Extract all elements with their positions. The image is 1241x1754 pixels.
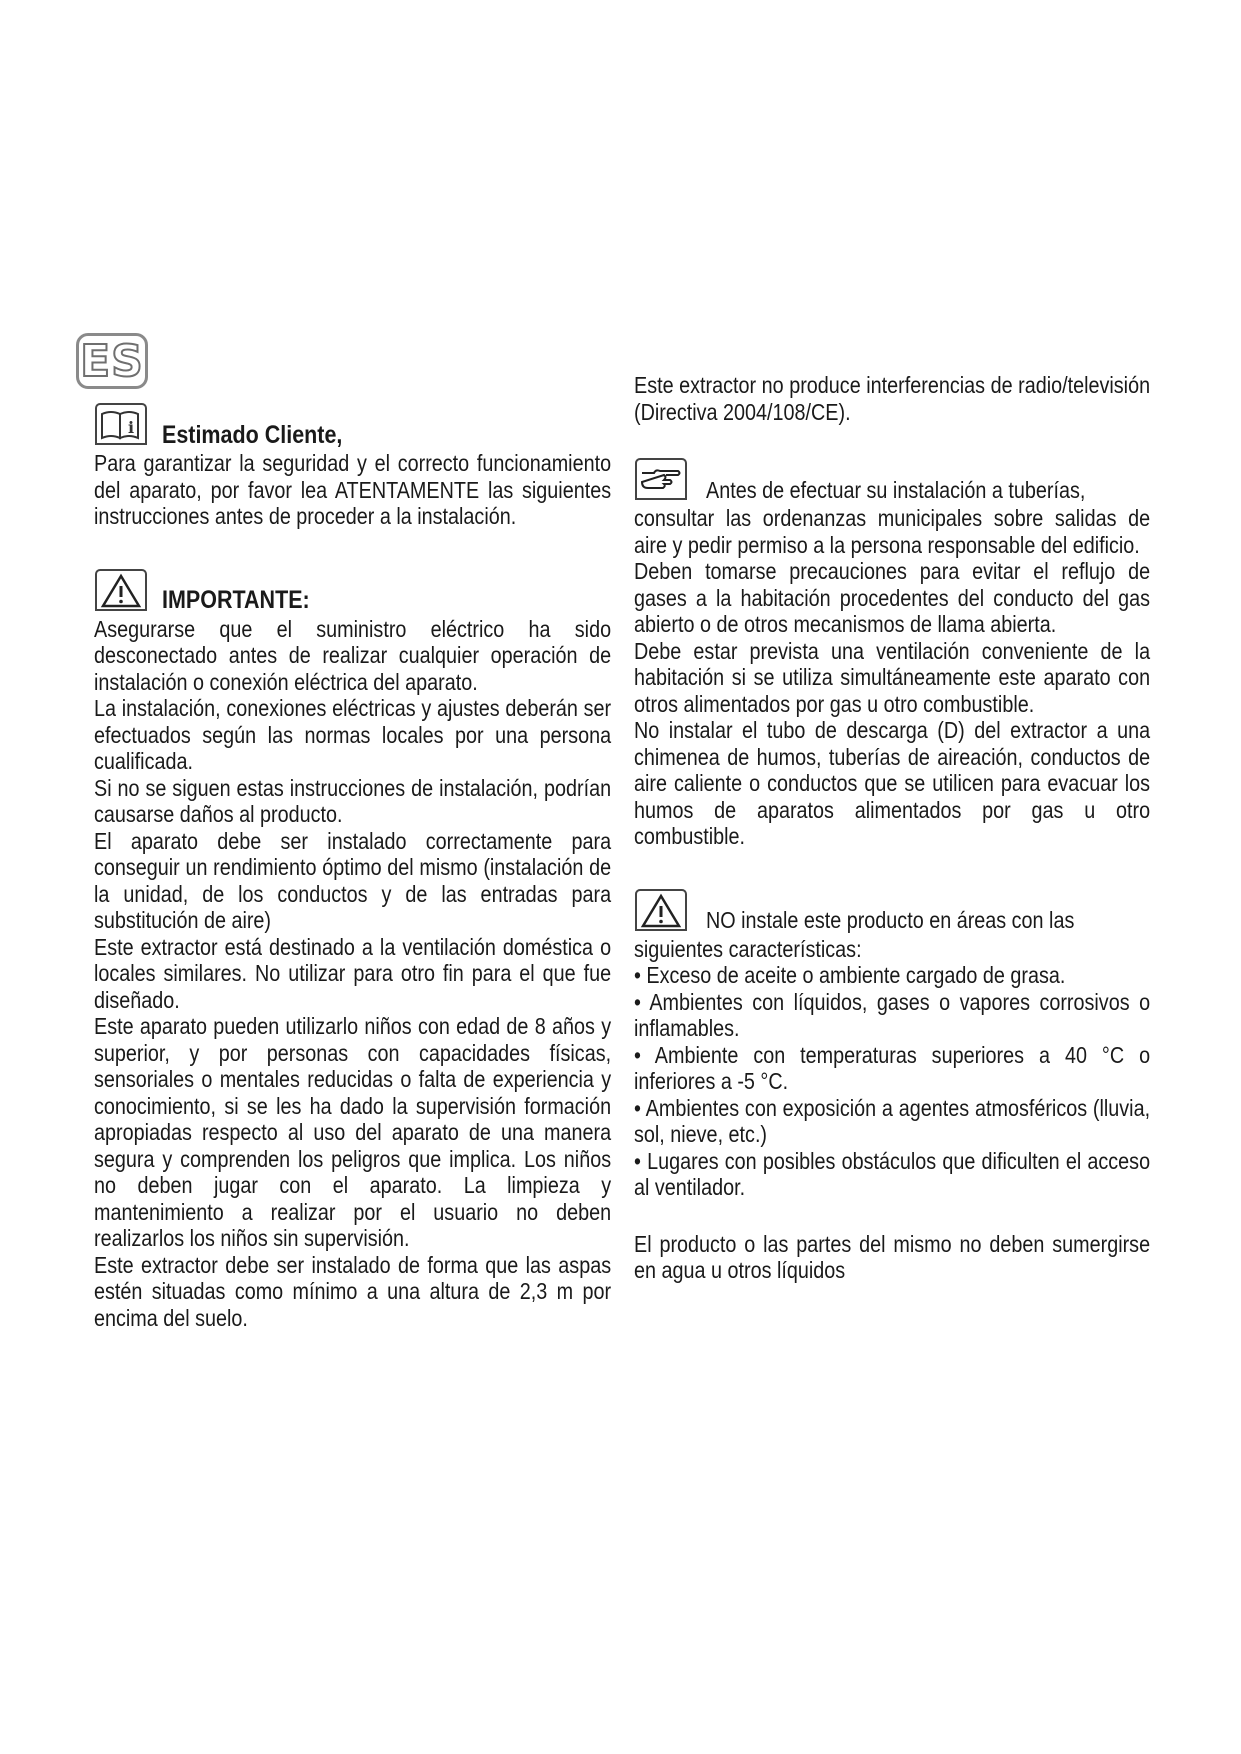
installation-note-text: consultar las ordenanzas municipales sobre salidas de aire y pedir permiso a la persona responsable del edificio. [634,505,1151,558]
installation-paragraph: No instalar el tubo de descarga (D) del extractor a una chimenea de humos, tuberías de aireación, conductos de aire caliente o conductos que se utilicen para evacuar los humos de aparatos alimentados por gas u otro combustible. [634,717,1151,849]
list-item: • Ambientes con líquidos, gases o vapores corrosivos o inflamables. [634,988,1151,1041]
svg-text:i: i [128,418,135,437]
important-paragraph: El aparato debe ser instalado correctamente para conseguir un rendimiento óptimo del mismo (instalación de la unidad, de los conductos y de las entradas para substitución de aire) [94,827,612,933]
areas-warning-heading [634,886,1150,936]
important-paragraph: La instalación, conexiones eléctricas y ajustes deberán ser efectuados según las normas locales por una persona cualificada. [94,695,612,774]
installation-paragraph: Debe estar prevista una ventilación conveniente de la habitación si se utiliza simultáneamente este aparato con otros alimentados por gas u otro combustible. [634,637,1151,717]
important-heading [94,566,611,616]
warning-triangle-icon [94,566,148,616]
areas-warning-lead: NO instale este producto en áreas con las [706,907,1075,933]
important-paragraph: Este aparato pueden utilizarlo niños con edad de 8 años y superior, y por personas con capacidades físicas, sensoriales o mentales reducidas o falta de experiencia y conocimiento, si se les ha dado la supervisión formación apropiadas respecto al uso del aparato de una manera segura y comprenden los peligros que implica. Los niños no deben jugar con el aparato. La limpieza y mantenimiento a realizar por el usuario no deben realizarlos los niños sin supervisión. [94,1013,612,1251]
interference-note: Este extractor no produce interferencias de radio/televisión (Directiva 2004/108/CE). [634,372,1151,425]
important-title: IMPORTANTE: [162,586,310,614]
installation-paragraph: Deben tomarse precauciones para evitar el reflujo de gases a la habitación procedentes del conducto del gas abierto o de otros mecanismos de llama abierta. [634,558,1151,637]
list-item: • Exceso de aceite o ambiente cargado de grasa. [634,962,1066,988]
important-paragraph: Asegurarse que el suministro eléctrico ha sido desconectado antes de realizar cualquier operación de instalación o conexión eléctrica del aparato. [94,615,612,695]
right-column [634,372,1150,1284]
greeting-title: Estimado Cliente, [162,420,343,449]
list-item: • Ambientes con exposición a agentes atmosféricos (lluvia, sol, nieve, etc.) [634,1094,1151,1147]
warning-triangle-icon [634,886,688,936]
greeting-paragraph: Para garantizar la seguridad y el correcto funcionamiento del aparato, por favor lea ATENTAMENTE las siguientes instrucciones antes de proceder a la instalación. [94,450,612,529]
installation-note-lead: Antes de efectuar su instalación a tuberías, [706,476,1086,503]
book-info-icon [94,400,148,450]
important-paragraph: Este extractor está destinado a la ventilación doméstica o locales similares. No utilizar para otro fin para el que fue diseñado. [94,933,612,1013]
list-item: • Lugares con posibles obstáculos que dificulten el acceso al ventilador. [634,1147,1151,1200]
areas-warning-text: siguientes características: [634,935,862,962]
installation-note-heading [634,455,1150,505]
submersion-note: El producto o las partes del mismo no deben sumergirse en agua u otros líquidos [634,1230,1151,1283]
left-column [94,400,611,1331]
important-paragraph: Si no se siguen estas instrucciones de instalación, podrían causarse daños al producto. [94,774,612,827]
list-item: • Ambiente con temperaturas superiores a 40 °C o inferiores a -5 °C. [634,1041,1151,1094]
greeting-heading [94,400,611,450]
pointing-hand-icon [634,455,688,505]
language-badge: ES [76,333,148,389]
important-paragraph: Este extractor debe ser instalado de forma que las aspas estén situadas como mínimo a una altura de 2,3 m por encima del suelo. [94,1251,612,1331]
